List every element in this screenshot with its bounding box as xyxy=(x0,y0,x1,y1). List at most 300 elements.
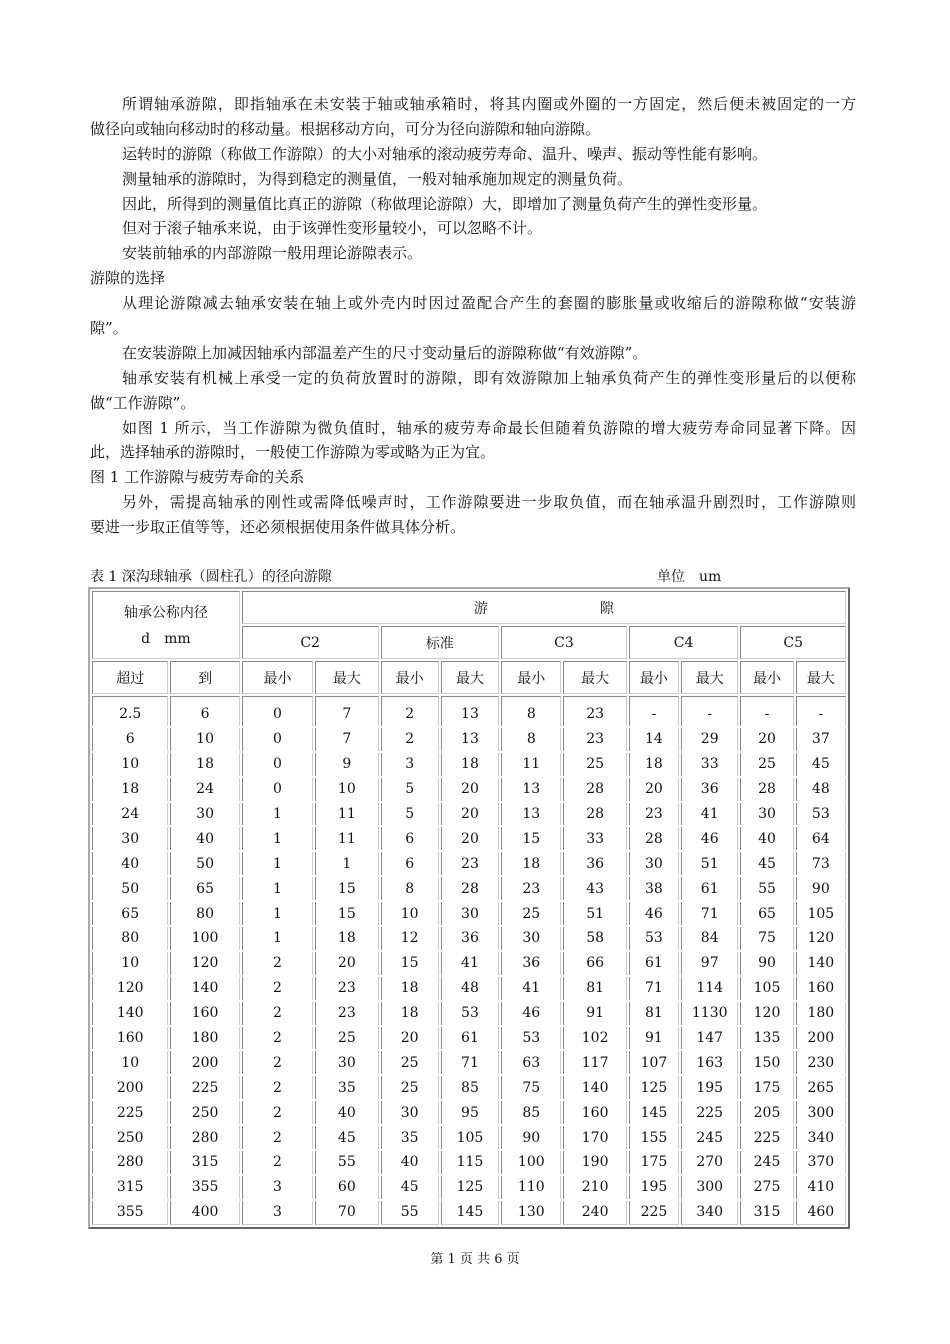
table-cell: 125 xyxy=(441,1176,499,1199)
table-cell: 48 xyxy=(796,778,846,801)
table-cell: 1 xyxy=(315,852,378,875)
table-cell: 10 xyxy=(170,728,239,751)
table-cell: 84 xyxy=(681,927,738,950)
table-cell: 315 xyxy=(740,1201,793,1225)
diameter-label: 轴承公称内径 xyxy=(123,605,208,621)
to-header: 到 xyxy=(170,661,239,694)
table-cell: 10 xyxy=(381,902,439,925)
table-cell: 175 xyxy=(629,1151,679,1174)
paragraph-line: 所谓轴承游隙，即指轴承在未安装于轴或轴承箱时，将其内圈或外圈的一方固定，然后便未被固定的一方 xyxy=(122,95,856,113)
table-cell: 20 xyxy=(381,1027,439,1050)
table-cell: 250 xyxy=(92,1126,168,1149)
table-cell: 125 xyxy=(629,1076,679,1099)
table-cell: 91 xyxy=(629,1027,679,1050)
table-cell: 1 xyxy=(242,803,313,826)
table-cell: 340 xyxy=(796,1126,846,1149)
table-cell: 225 xyxy=(629,1201,679,1225)
table-cell: 275 xyxy=(740,1176,793,1199)
table-cell: 55 xyxy=(740,877,793,900)
table-cell: 460 xyxy=(796,1201,846,1225)
table-cell: 18 xyxy=(92,778,168,801)
paragraph-line: 因此，所得到的测量值比真正的游隙（称做理论游隙）大，即增加了测量负荷产生的弹性变形量。 xyxy=(122,194,768,213)
table-cell: 25 xyxy=(315,1027,378,1050)
table-cell: 55 xyxy=(315,1151,378,1174)
table-cell: 36 xyxy=(681,778,738,801)
table-cell: 25 xyxy=(381,1076,439,1099)
paragraph-line: 如图 1 所示，当工作游隙为微负值时，轴承的疲劳寿命最长但随着负游隙的增大疲劳寿命同显著下降。因 xyxy=(122,418,856,437)
table-cell: 180 xyxy=(796,1002,846,1025)
max-header: 最大 xyxy=(441,661,499,694)
table-cell: 30 xyxy=(501,927,561,950)
table-cell: 30 xyxy=(92,827,168,850)
table-cell: 18 xyxy=(381,1002,439,1025)
table-cell: 2 xyxy=(242,952,313,975)
table-cell: 163 xyxy=(681,1051,738,1074)
diameter-unit: d mm xyxy=(141,631,191,647)
table-cell: 61 xyxy=(441,1027,499,1050)
table-cell: 25 xyxy=(740,753,793,776)
table-cell: 85 xyxy=(441,1076,499,1099)
table-cell: 53 xyxy=(501,1027,561,1050)
table-cell: 265 xyxy=(796,1076,846,1099)
table-cell: 45 xyxy=(740,852,793,875)
table-cell: 41 xyxy=(681,803,738,826)
table-cell: 315 xyxy=(170,1151,239,1174)
table-cell: 13 xyxy=(441,696,499,726)
table-cell: 114 xyxy=(681,977,738,1000)
table-cell: 36 xyxy=(501,952,561,975)
table-row xyxy=(92,952,846,975)
table-cell: 81 xyxy=(629,1002,679,1025)
table-cell: 91 xyxy=(563,1002,626,1025)
table-cell: 11 xyxy=(315,827,378,850)
table-cell: 73 xyxy=(796,852,846,875)
min-header: 最小 xyxy=(381,661,439,694)
table-cell: 15 xyxy=(381,952,439,975)
table-row xyxy=(92,803,846,826)
table-cell: 120 xyxy=(740,1002,793,1025)
table-cell: 13 xyxy=(501,803,561,826)
table-cell: 315 xyxy=(92,1176,168,1199)
table-cell: 190 xyxy=(563,1151,626,1174)
table-cell: 65 xyxy=(170,877,239,900)
table-cell: 3 xyxy=(381,753,439,776)
table-row xyxy=(92,1151,846,1174)
table-cell: 120 xyxy=(92,977,168,1000)
table-cell: 195 xyxy=(681,1076,738,1099)
table-cell: 81 xyxy=(563,977,626,1000)
table-cell: 175 xyxy=(740,1076,793,1099)
table-cell: 30 xyxy=(170,803,239,826)
table-cell: 9 xyxy=(315,753,378,776)
table-row xyxy=(92,1201,846,1225)
table-cell: 50 xyxy=(92,877,168,900)
paragraph-line: 运转时的游隙（称做工作游隙）的大小对轴承的滚动疲劳寿命、温升、噪声、振动等性能有影响。 xyxy=(122,144,768,163)
table-cell: 66 xyxy=(563,952,626,975)
paragraph-line: 做“工作游隙”。 xyxy=(90,393,196,412)
table-cell: 110 xyxy=(501,1176,561,1199)
table-row xyxy=(92,1002,846,1025)
max-header: 最大 xyxy=(315,661,378,694)
table-cell: 195 xyxy=(629,1176,679,1199)
table-cell: 20 xyxy=(441,803,499,826)
table-cell: 61 xyxy=(629,952,679,975)
table-cell: 33 xyxy=(681,753,738,776)
table-cell: 48 xyxy=(441,977,499,1000)
table-row xyxy=(92,902,846,925)
max-header: 最大 xyxy=(681,661,738,694)
table-cell: 200 xyxy=(170,1051,239,1074)
table-cell: 45 xyxy=(796,753,846,776)
table-cell: 225 xyxy=(740,1126,793,1149)
table-cell: 30 xyxy=(629,852,679,875)
paragraph-line: 做径向或轴向移动时的移动量。根据移动方向，可分为径向游隙和轴向游隙。 xyxy=(90,119,601,138)
table-cell: 105 xyxy=(796,902,846,925)
table-cell: 58 xyxy=(563,927,626,950)
table-cell: 160 xyxy=(796,977,846,1000)
table-cell: 270 xyxy=(681,1151,738,1174)
table-cell: 400 xyxy=(170,1201,239,1225)
table-cell: 2 xyxy=(381,696,439,726)
table-cell: 90 xyxy=(796,877,846,900)
table-cell: 2 xyxy=(242,1101,313,1124)
clearance-group-header: 标准 xyxy=(381,626,500,659)
table-cell: 140 xyxy=(170,977,239,1000)
table-caption: 表 1 深沟球轴承（圆柱孔）的径向游隙 xyxy=(90,569,332,585)
page-footer: 第 1 页 共 6 页 xyxy=(430,1252,520,1267)
table-cell: 6 xyxy=(170,696,239,726)
table-row xyxy=(92,753,846,776)
table-row xyxy=(92,728,846,751)
table-cell: 28 xyxy=(629,827,679,850)
table-cell: 0 xyxy=(242,778,313,801)
table-cell: 1 xyxy=(242,902,313,925)
table-cell: 10 xyxy=(92,952,168,975)
table-cell: 50 xyxy=(170,852,239,875)
table-cell: 300 xyxy=(681,1176,738,1199)
table-cell: 46 xyxy=(629,902,679,925)
table-cell: 40 xyxy=(381,1151,439,1174)
table-cell: 160 xyxy=(170,1002,239,1025)
table-cell: 45 xyxy=(315,1126,378,1149)
table-cell: 80 xyxy=(170,902,239,925)
table-cell: 18 xyxy=(381,977,439,1000)
min-header: 最小 xyxy=(501,661,561,694)
table-cell: 36 xyxy=(563,852,626,875)
table-cell: 180 xyxy=(170,1027,239,1050)
table-cell: 23 xyxy=(501,877,561,900)
table-cell: 3 xyxy=(242,1201,313,1225)
table-cell: 97 xyxy=(681,952,738,975)
table-row xyxy=(92,1027,846,1050)
table-cell: 28 xyxy=(563,778,626,801)
table-cell: 107 xyxy=(629,1051,679,1074)
table-cell: 40 xyxy=(315,1101,378,1124)
paragraph-line: 要进一步取正值等等，还必须根据使用条件做具体分析。 xyxy=(90,518,466,537)
diameter-header xyxy=(92,591,240,659)
table-cell: 13 xyxy=(441,728,499,751)
table-cell: 105 xyxy=(441,1126,499,1149)
table-cell: 2.5 xyxy=(92,696,168,726)
table-cell: 85 xyxy=(501,1101,561,1124)
body-text xyxy=(90,92,856,540)
table-cell: 117 xyxy=(563,1051,626,1074)
table-row xyxy=(92,778,846,801)
table-cell: 20 xyxy=(315,952,378,975)
max-header: 最大 xyxy=(563,661,626,694)
table-cell: 23 xyxy=(563,728,626,751)
table-cell: 280 xyxy=(92,1151,168,1174)
table-cell: 105 xyxy=(740,977,793,1000)
table-cell: 75 xyxy=(501,1076,561,1099)
table-cell: 25 xyxy=(563,753,626,776)
table-row xyxy=(92,1101,846,1124)
table-cell: - xyxy=(796,696,846,726)
table-cell: 2 xyxy=(242,1027,313,1050)
table-cell: 6 xyxy=(381,827,439,850)
table-cell: 355 xyxy=(92,1201,168,1225)
table-row xyxy=(92,1176,846,1199)
table-row xyxy=(92,977,846,1000)
table-cell: 53 xyxy=(441,1002,499,1025)
table-cell: 0 xyxy=(242,728,313,751)
table-cell: 355 xyxy=(170,1176,239,1199)
table-cell: 100 xyxy=(170,927,239,950)
table-cell: 45 xyxy=(381,1176,439,1199)
paragraph-line: 测量轴承的游隙时，为得到稳定的测量值，一般对轴承施加规定的测量负荷。 xyxy=(122,169,633,188)
table-cell: 245 xyxy=(681,1126,738,1149)
table-cell: 28 xyxy=(563,803,626,826)
table-cell: 100 xyxy=(501,1151,561,1174)
table-cell: 25 xyxy=(501,902,561,925)
table-cell: 2 xyxy=(242,1051,313,1074)
clearance-group-header: C5 xyxy=(740,626,846,659)
table-cell: 80 xyxy=(92,927,168,950)
table-cell: 200 xyxy=(796,1027,846,1050)
table-cell: 370 xyxy=(796,1151,846,1174)
table-cell: 18 xyxy=(501,852,561,875)
table-row xyxy=(92,877,846,900)
table-cell: - xyxy=(681,696,738,726)
clearance-group-header: C2 xyxy=(242,626,379,659)
paragraph-line: 在安装游隙上加减因轴承内部温差产生的尺寸变动量后的游隙称做“有效游隙”。 xyxy=(122,343,648,362)
table-cell: 37 xyxy=(796,728,846,751)
table-cell: 61 xyxy=(681,877,738,900)
table-cell: 0 xyxy=(242,696,313,726)
table-cell: 5 xyxy=(381,778,439,801)
table-cell: 18 xyxy=(441,753,499,776)
table-cell: 10 xyxy=(92,753,168,776)
table-cell: 28 xyxy=(740,778,793,801)
table-cell: 280 xyxy=(170,1126,239,1149)
table-cell: 147 xyxy=(681,1027,738,1050)
table-cell: 6 xyxy=(92,728,168,751)
table-cell: 71 xyxy=(441,1051,499,1074)
table-cell: 71 xyxy=(629,977,679,1000)
table-cell: 65 xyxy=(92,902,168,925)
table-cell: 30 xyxy=(315,1051,378,1074)
table-cell: 1 xyxy=(242,852,313,875)
table-cell: 10 xyxy=(315,778,378,801)
table-cell: 300 xyxy=(796,1101,846,1124)
table-cell: 35 xyxy=(315,1076,378,1099)
table-cell: 102 xyxy=(563,1027,626,1050)
table-cell: 225 xyxy=(170,1076,239,1099)
table-cell: 5 xyxy=(381,803,439,826)
table-cell: 63 xyxy=(501,1051,561,1074)
table-cell: 30 xyxy=(740,803,793,826)
table-cell: 2 xyxy=(242,1076,313,1099)
table-row xyxy=(92,1126,846,1149)
paragraph-line: 安装前轴承的内部游隙一般用理论游隙表示。 xyxy=(122,244,423,263)
table-cell: 55 xyxy=(381,1201,439,1225)
table-cell: 28 xyxy=(441,877,499,900)
table-cell: 230 xyxy=(796,1051,846,1074)
table-cell: 53 xyxy=(629,927,679,950)
table-cell: 24 xyxy=(92,803,168,826)
table-row xyxy=(92,1076,846,1099)
paragraph-line: 轴承安装有机械上承受一定的负荷放置时的游隙，即有效游隙加上轴承负荷产生的弹性变形量后的以便称 xyxy=(122,368,856,387)
table-cell: 1 xyxy=(242,927,313,950)
table-cell: 30 xyxy=(441,902,499,925)
clearance-table xyxy=(88,587,850,1229)
table-cell: 64 xyxy=(796,827,846,850)
table-cell: 20 xyxy=(441,778,499,801)
table-cell: 240 xyxy=(563,1201,626,1225)
table-cell: 2 xyxy=(381,728,439,751)
table-cell: 160 xyxy=(92,1027,168,1050)
table-row xyxy=(92,927,846,950)
table-cell: 75 xyxy=(740,927,793,950)
table-cell: 12 xyxy=(381,927,439,950)
table-cell: 20 xyxy=(740,728,793,751)
table-cell: 53 xyxy=(796,803,846,826)
table-cell: 225 xyxy=(92,1101,168,1124)
table-cell: 115 xyxy=(441,1151,499,1174)
table-cell: 130 xyxy=(501,1201,561,1225)
table-cell: 18 xyxy=(629,753,679,776)
table-cell: 23 xyxy=(563,696,626,726)
table-cell: 2 xyxy=(242,977,313,1000)
table-cell: 2 xyxy=(242,1151,313,1174)
table-cell: 40 xyxy=(170,827,239,850)
table-cell: 29 xyxy=(681,728,738,751)
table-cell: 6 xyxy=(381,852,439,875)
min-header: 最小 xyxy=(242,661,313,694)
max-header: 最大 xyxy=(796,661,846,694)
table-cell: 41 xyxy=(501,977,561,1000)
clearance-group-header: C3 xyxy=(501,626,627,659)
table-cell: 245 xyxy=(740,1151,793,1174)
table-cell: 2 xyxy=(242,1002,313,1025)
table-cell: 1 xyxy=(242,827,313,850)
table-cell: 35 xyxy=(381,1126,439,1149)
table-cell: 8 xyxy=(381,877,439,900)
table-cell: 11 xyxy=(315,803,378,826)
table-cell: 15 xyxy=(315,902,378,925)
table-cell: 120 xyxy=(170,952,239,975)
table-cell: 140 xyxy=(563,1076,626,1099)
table-cell: 23 xyxy=(315,977,378,1000)
table-cell: 71 xyxy=(681,902,738,925)
table-cell: 8 xyxy=(501,696,561,726)
table-cell: 200 xyxy=(92,1076,168,1099)
table-cell: 18 xyxy=(315,927,378,950)
paragraph-line: 隙”。 xyxy=(90,319,128,338)
table-cell: 90 xyxy=(501,1126,561,1149)
table-cell: 90 xyxy=(740,952,793,975)
table-cell: 41 xyxy=(441,952,499,975)
paragraph-line: 另外，需提高轴承的刚性或需降低噪声时，工作游隙要进一步取负值，而在轴承温升剧烈时，工作游隙则 xyxy=(122,493,856,512)
table-cell: 0 xyxy=(242,753,313,776)
table-cell: 24 xyxy=(170,778,239,801)
table-cell: 145 xyxy=(629,1101,679,1124)
table-cell: 1 xyxy=(242,877,313,900)
table-cell: 18 xyxy=(170,753,239,776)
table-cell: - xyxy=(629,696,679,726)
table-cell: - xyxy=(740,696,793,726)
table-cell: 135 xyxy=(740,1027,793,1050)
clearance-group-header: C4 xyxy=(629,626,739,659)
table-cell: 120 xyxy=(796,927,846,950)
table-cell: 40 xyxy=(92,852,168,875)
table-cell: 70 xyxy=(315,1201,378,1225)
table-cell: 155 xyxy=(629,1126,679,1149)
table-cell: 140 xyxy=(92,1002,168,1025)
table-cell: 33 xyxy=(563,827,626,850)
table-cell: 51 xyxy=(681,852,738,875)
table-cell: 170 xyxy=(563,1126,626,1149)
table-cell: 43 xyxy=(563,877,626,900)
min-header: 最小 xyxy=(629,661,679,694)
table-cell: 8 xyxy=(501,728,561,751)
table-cell: 3 xyxy=(242,1176,313,1199)
table-cell: 11 xyxy=(501,753,561,776)
paragraph-line: 此，选择轴承的游隙时，一般使工作游隙为零或略为正为宜。 xyxy=(90,443,496,462)
table-cell: 23 xyxy=(315,1002,378,1025)
table-cell: 46 xyxy=(681,827,738,850)
table-row xyxy=(92,852,846,875)
table-cell: 10 xyxy=(92,1051,168,1074)
table-cell: 145 xyxy=(441,1201,499,1225)
table-cell: 225 xyxy=(681,1101,738,1124)
table-cell: 46 xyxy=(501,1002,561,1025)
table-cell: 38 xyxy=(629,877,679,900)
table-cell: 250 xyxy=(170,1101,239,1124)
table-cell: 20 xyxy=(441,827,499,850)
table-cell: 23 xyxy=(441,852,499,875)
table-cell: 15 xyxy=(315,877,378,900)
table-cell: 2 xyxy=(242,1126,313,1149)
table-cell: 140 xyxy=(796,952,846,975)
table-row xyxy=(92,696,846,726)
table-row xyxy=(92,1051,846,1074)
table-cell: 20 xyxy=(629,778,679,801)
paragraph-line: 但对于滚子轴承来说，由于该弹性变形量较小，可以忽略不计。 xyxy=(122,219,543,238)
table-cell: 150 xyxy=(740,1051,793,1074)
table-cell: 15 xyxy=(501,827,561,850)
table-cell: 25 xyxy=(381,1051,439,1074)
clearance-header: 游 隙 xyxy=(242,591,846,624)
table-cell: 30 xyxy=(381,1101,439,1124)
table-cell: 160 xyxy=(563,1101,626,1124)
table-cell: 7 xyxy=(315,728,378,751)
section-heading: 图 1 工作游隙与疲劳寿命的关系 xyxy=(90,468,305,487)
table-cell: 14 xyxy=(629,728,679,751)
table-cell: 340 xyxy=(681,1201,738,1225)
over-header: 超过 xyxy=(92,661,168,694)
table-cell: 36 xyxy=(441,927,499,950)
